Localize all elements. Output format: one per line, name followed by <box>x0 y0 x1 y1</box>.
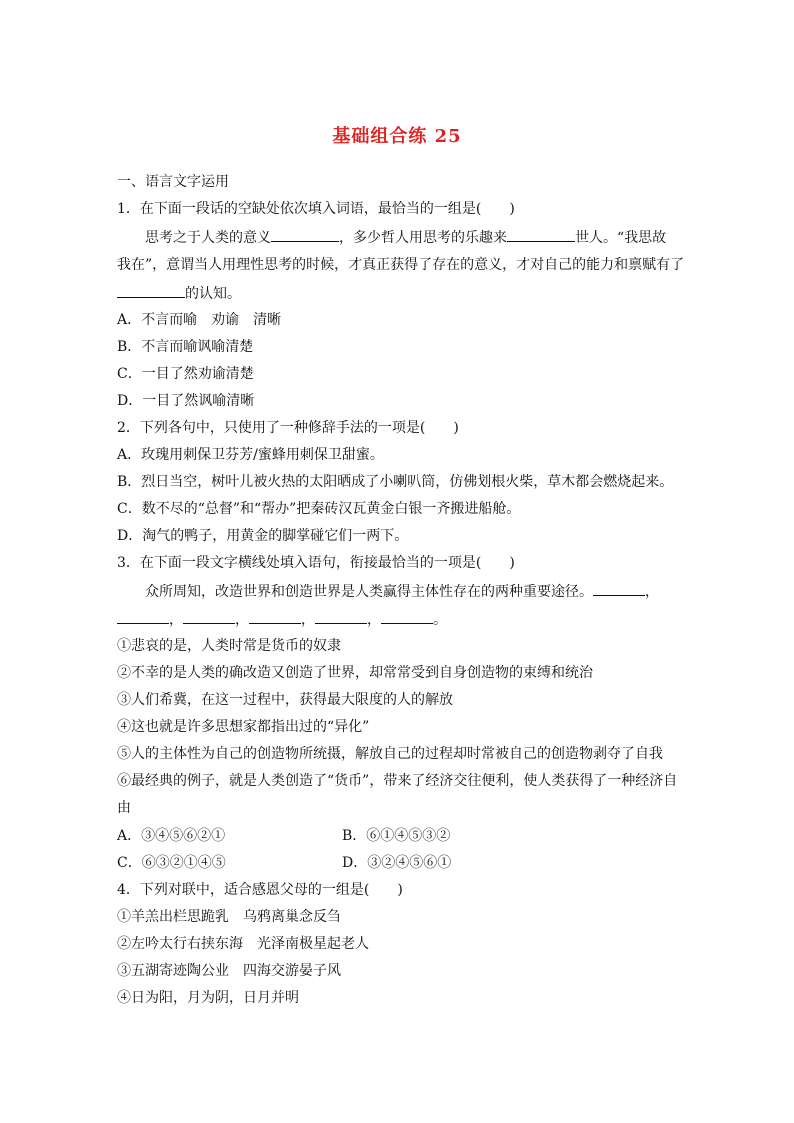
q2-option-b: B．烈日当空，树叶儿被火热的太阳晒成了小喇叭筒，仿佛划根火柴，草木都会燃烧起来。 <box>117 474 674 490</box>
section-heading: 一、语言文字运用 <box>117 174 229 190</box>
q4-item-3: ③五湖寄迹陶公业 四海交游晏子风 <box>117 963 341 979</box>
q3-item-2: ②不幸的是人类的确改造又创造了世界，却常常受到自身创造物的束缚和统治 <box>117 665 593 681</box>
q3-option-a: A．③④⑤⑥②① <box>117 828 226 844</box>
q3-item-6-cont: 由 <box>117 800 131 816</box>
q4-item-1: ①羊羔出栏思跪乳 乌鸦离巢念反刍 <box>117 909 341 925</box>
q3-option-b: B．⑥①④⑤③② <box>342 828 451 844</box>
q1-passage-text-a: 思考之于人类的意义 <box>145 230 271 246</box>
q2-option-c: C．数不尽的“总督”和“帮办”把秦砖汉瓦黄金白银一齐搬进船舱。 <box>117 501 521 517</box>
q3-blank-1 <box>593 581 645 596</box>
q3-comma-1: ， <box>645 584 659 600</box>
q1-passage-text-b: ，多少哲人用思考的乐趣来 <box>339 230 507 246</box>
q3-option-d: D．③②④⑤⑥① <box>342 855 452 871</box>
q1-passage-text-d: 的认知。 <box>185 286 241 302</box>
q1-blank-1 <box>271 227 339 242</box>
q3-comma-4: ， <box>301 612 315 628</box>
q1-passage-line3 <box>117 283 241 304</box>
q3-comma-5: ， <box>367 612 381 628</box>
q3-period: 。 <box>433 612 447 628</box>
q1-blank-2 <box>507 227 575 242</box>
q1-option-c: C．一目了然劝谕清楚 <box>117 366 254 382</box>
q1-blank-3 <box>117 283 185 298</box>
q3-stem: 3．在下面一段文字横线处填入语句，衔接最恰当的一项是( ) <box>117 555 515 571</box>
q1-passage-line1 <box>145 227 666 248</box>
q1-stem: 1．在下面一段话的空缺处依次填入词语，最恰当的一组是( ) <box>117 201 515 217</box>
q3-item-5: ⑤人的主体性为自己的创造物所统摄，解放自己的过程却时常被自己的创造物剥夺了自我 <box>117 746 663 762</box>
q1-option-d: D．一目了然讽喻清晰 <box>117 393 255 409</box>
q3-item-4: ④这也就是许多思想家都指出过的“异化” <box>117 719 370 735</box>
q3-blank-3 <box>183 609 235 624</box>
q3-blank-2 <box>117 609 169 624</box>
q4-item-4: ④日为阳，月为阴，日月并明 <box>117 990 299 1006</box>
q1-passage-line2: 我在”，意谓当人用理性思考的时候，才真正获得了存在的意义，才对自己的能力和禀赋有了 <box>117 257 685 273</box>
q3-passage-line1 <box>145 581 659 602</box>
q2-stem: 2．下列各句中，只使用了一种修辞手法的一项是( ) <box>117 420 459 436</box>
page-title: 基础组合练 25 <box>332 126 462 147</box>
q2-option-d: D．淘气的鸭子，用黄金的脚掌碰它们一两下。 <box>117 528 409 544</box>
q2-option-a: A．玫瑰用刺保卫芬芳/蜜蜂用刺保卫甜蜜。 <box>117 447 384 463</box>
q3-passage-line2 <box>117 609 447 630</box>
q3-blank-6 <box>381 609 433 624</box>
q3-blank-4 <box>249 609 301 624</box>
q3-item-1: ①悲哀的是，人类时常是货币的奴隶 <box>117 638 341 654</box>
q3-blank-5 <box>315 609 367 624</box>
q3-item-6: ⑥最经典的例子，就是人类创造了“货币”，带来了经济交往便利，使人类获得了一种经济自 <box>117 773 678 789</box>
q1-option-a: A．不言而喻 劝谕 清晰 <box>117 312 282 328</box>
q3-option-c: C．⑥③②①④⑤ <box>117 855 226 871</box>
q3-item-3: ③人们希冀，在这一过程中，获得最大限度的人的解放 <box>117 692 453 708</box>
q3-comma-2: ， <box>169 612 183 628</box>
q1-passage-text-c: 世人。“我思故 <box>575 230 667 246</box>
q3-comma-3: ， <box>235 612 249 628</box>
q3-passage-text: 众所周知，改造世界和创造世界是人类赢得主体性存在的两种重要途径。 <box>145 584 593 600</box>
q4-stem: 4．下列对联中，适合感恩父母的一组是( ) <box>117 882 403 898</box>
q1-option-b: B．不言而喻讽喻清楚 <box>117 339 254 355</box>
q4-item-2: ②左吟太行右挟东海 光泽南极星起老人 <box>117 936 369 952</box>
q3-options-row1 <box>117 826 225 846</box>
